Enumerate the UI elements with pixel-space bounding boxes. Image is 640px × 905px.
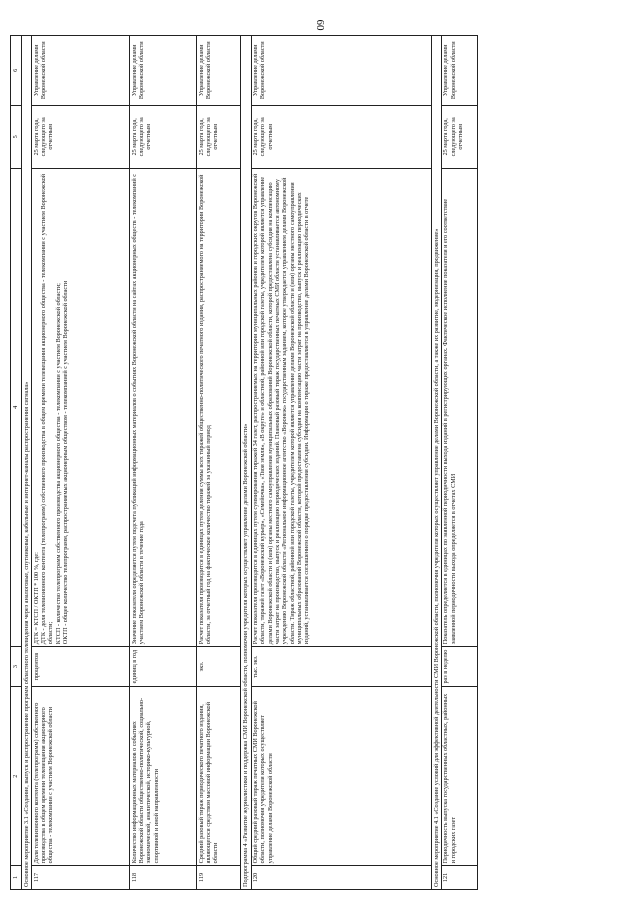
rotated-document: [10, 35, 550, 890]
row-number: 120: [251, 865, 431, 889]
deadline: 25 марта года, следующего за отчетным: [441, 105, 477, 168]
method-line: ДТК = КТСП / ОКТП * 100 %, где:: [32, 552, 40, 645]
responsible: Управление делами Воронежской области: [197, 36, 241, 106]
calculation-method: Расчет показателя производится в единицах путем деления суммы всех тиражей общественно-политического печатного издания, распространяемого на территории Воронежской области, за отчетный год на фактическое количество тиражей за указанный период: [197, 169, 241, 647]
indicators-table: [10, 35, 478, 890]
table-row: [32, 36, 130, 890]
calculation-method: Показатель определяется в единицах по заявленной периодичности выхода изданий в регистрирующих органах. Фактическое исполнение показателя и его соответствие заявленной периодичности выхода определяется в отчетах СМИ: [441, 169, 477, 647]
table-row: [130, 36, 197, 890]
column-number-row: [11, 36, 22, 890]
responsible: Управление делами Воронежской области: [441, 36, 477, 106]
column-number: 6: [11, 36, 22, 106]
deadline: 25 марта года, следующего за отчетным: [197, 105, 241, 168]
indicator-name: Доля телевизионного контента (телепрограмм) собственного производства в общем времени телевещания акционерного общества - телекомпании с участием Воронежской области: [32, 687, 130, 865]
unit: единиц в год: [130, 646, 197, 687]
responsible: Управление делами Воронежской области: [32, 36, 130, 106]
responsible: Управление делами Воронежской области: [251, 36, 431, 106]
row-number: 121: [441, 865, 477, 889]
calculation-method: Значение показателя определяется путем подсчета публикаций информационных материалов о событиях Воронежской области на сайтах акционерных обществ - телекомпаний с участием Воронежской области в течение года: [130, 169, 197, 647]
column-number: 1: [11, 865, 22, 889]
table-row: [251, 36, 431, 890]
indicator-name: Периодичность выпуска государственных областных, районных и городских газет: [441, 687, 477, 865]
deadline: 25 марта года, следующего за отчетным: [130, 105, 197, 168]
row-number: 119: [197, 865, 241, 889]
method-line: ДТК - доля телевизионного контента (телепрограмм) собственного производства в общем времени телевещания акционерного общества - телекомпании с участием Воронежской области;: [40, 174, 55, 645]
table-row: [197, 36, 241, 890]
unit: тыс. экз.: [251, 646, 431, 687]
page-number: 60: [314, 19, 326, 31]
method-line: КТСП - количество телепрограмм собственного производства акционерного общества - телекомпании с участием Воронежской области;: [54, 283, 62, 645]
column-number: 3: [11, 646, 22, 687]
unit: раз в неделю: [441, 646, 477, 687]
deadline: 25 марта года, следующего за отчетным: [32, 105, 130, 168]
unit: экз.: [197, 646, 241, 687]
column-number: 4: [11, 169, 22, 647]
indicator-name: Количество информационных материалов о событиях Воронежской области общественно-политической, социально-экономической, аналитической, историко-культурной, спортивной и иной направленности: [130, 687, 197, 865]
section-header-row: [241, 36, 251, 890]
section-header-row: [22, 36, 32, 890]
section-title: Подпрограмма 4 «Развитие журналистики и поддержка СМИ Воронежской области, полномочия учредителя которых осуществляет управление делами Воронежской области»: [241, 36, 251, 890]
section-title: Основное мероприятие 4.1 «Создание условий для эффективной деятельности СМИ Воронежской области, полномочия учредителя которых осуществляет управление делами Воронежской области, а также их развитие, модернизация, продвижение»: [431, 36, 441, 890]
section-title: Основное мероприятие 3.1 «Создание, выпуск и распространение программ областного телевидения через аналоговые, спутниковые, кабельные и интернет-каналы распространения сигнала»: [22, 36, 32, 890]
deadline: 25 марта года, следующего за отчетным: [251, 105, 431, 168]
indicator-name: Общий средний разовый тираж печатных СМИ Воронежской области, полномочия учредителя которых осуществляет управление делами Воронежской области: [251, 687, 431, 865]
row-number: 118: [130, 865, 197, 889]
section-header-row: [431, 36, 441, 890]
calculation-method: Расчет показателя производится в единицах путем суммирования тиражей 34 газет, распространяемых на территории муниципальных районов и городских округов Воронежской области, тиражей газет «Воронежский курьер», «Семейочка», «Твоя земля», «В округе» и областной, районной или городской газеты, учредителем которой является управление делами Воронежской области и (или) органы местного самоуправления муниципальных образований Воронежской области, которой предоставлена субсидия на компенсацию части затрат на производство, выпуск и реализацию периодических изданий. Плановый разовый тираж государственных печатных СМИ области устанавливается автономному учреждению Воронежской области «Региональное информационное агентство «Воронеж» государственным заданием, которое утверждается управлением делами Воронежской области. Тираж областной, районной или городской газеты, учредителем которой является управление делами Воронежской области и (или) органы местного самоуправления муниципальных образований Воронежской области, которой предоставлена субсидия на компенсацию части затрат на производство, выпуск и реализацию периодических изданий, устанавливается соглашением о порядке предоставления субсидии. Информация о тираже предоставляется в управление делами Воронежской области в отчете: [251, 169, 431, 647]
column-number: 5: [11, 105, 22, 168]
responsible: Управление делами Воронежской области: [130, 36, 197, 106]
indicator-name: Средний разовый тираж периодического печатного издания, являющегося средством массовой информации Воронежской области: [197, 687, 241, 865]
row-number: 117: [32, 865, 130, 889]
method-line: ОКТП - общее количество телепрограмм, распространяемых акционерным обществом - телекомпанией с участием Воронежской области: [62, 280, 70, 645]
table-row: [441, 36, 477, 890]
unit: процентов: [32, 646, 130, 687]
column-number: 2: [11, 687, 22, 865]
calculation-method: [32, 169, 130, 647]
